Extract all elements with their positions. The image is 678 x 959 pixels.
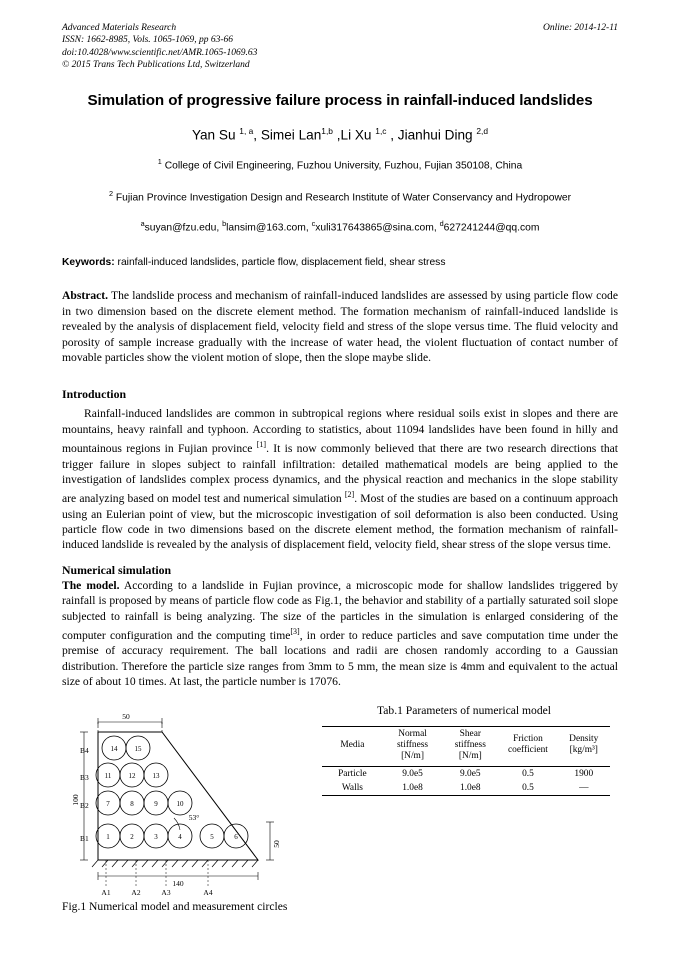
author-2: , Simei Lan [253,127,322,143]
author-4: , Jianhui Ding [386,127,477,143]
table-caption: Tab.1 Parameters of numerical model [377,703,551,717]
doi-line: doi:10.4028/www.scientific.net/AMR.1065-1069.63 [62,47,258,58]
table-row [322,781,610,796]
cell-friction-particle: 0.5 [522,768,534,779]
th-media-l1: Media [340,739,365,750]
author-4-sup: 2,d [476,125,489,136]
th-shear-stiffness [442,726,498,766]
citation-3[interactable]: [3] [290,627,300,637]
dimension-bottom-label: 140 [172,878,184,888]
keywords-text: rainfall-induced landslides, particle flow, displacement field, shear stress [114,257,446,269]
model-paragraph [62,578,618,690]
row-label-b2: B2 [80,800,89,810]
table-header-row [322,726,610,766]
th-shear-l3: [N/m] [458,750,482,761]
paper-title: Simulation of progressive failure process in rainfall-induced landslides [87,91,593,109]
affiliation-1-text: College of Civil Engineering, Fuzhou University, Fuzhou, Fujian 350108, China [161,160,523,172]
affiliation-2-text: Fujian Province Investigation Design and Research Institute of Water Conservancy and Hydropower [113,192,572,203]
circle-6: 6 [234,832,238,841]
author-3-sup: 1,c [375,125,387,136]
circle-4: 4 [178,832,182,841]
cell-normal-particle: 9.0e5 [402,768,423,779]
email-3[interactable]: xuli317643865@sina.com, [315,222,440,234]
author-list [62,126,618,143]
th-shear-l2: stiffness [454,739,486,750]
keywords-label: Keywords: [62,257,115,269]
base-hatching [92,860,258,867]
col-label-a2: A2 [131,887,141,897]
model-text-a: According to a landslide in Fujian province, a microscopic mode for shallow landslides triggered by rainfall is proposed by means of particle flow code as Fig.1, the behavior and stability of a partially saturated soil slope subjected to rainfall is being analyzing. The size of the particles in the simulation is enlarged considering of the computer configuration and the computing time [62,578,618,642]
cell-shear-walls: 1.0e8 [442,781,498,796]
author-1-sup: 1, a [239,125,254,136]
intro-text-a: Rainfall-induced landslides are common in subtropical regions where residual soils exist in slopes and there are mountains, heavy rainfall and typhoon. According to statistics, about 11094 landslides have been found in hilly and mountainous regions in Fujian province [62,407,618,456]
table-row [322,766,610,781]
th-friction-l1: Friction [513,734,543,745]
dimension-top [98,718,162,732]
abstract-label: Abstract. [62,289,109,303]
dimension-right-label: 50 [272,839,281,848]
dimension-top-label: 50 [122,711,130,721]
circle-2: 2 [130,832,134,841]
th-normal-l1: Normal [398,728,427,739]
affiliation-2-marker: 2 [108,188,113,198]
table-body [322,766,610,795]
circle-9: 9 [154,799,158,808]
email-2[interactable]: lansim@163.com, [226,222,312,234]
affiliation-2 [62,187,618,205]
th-normal-l3: [N/m] [401,750,424,761]
header-left-block [62,22,257,72]
email-4[interactable]: 627241244@qq.com [443,222,540,234]
table-head [322,726,610,766]
circle-11: 11 [104,771,112,780]
intro-text-c: . Most of the studies are based on a continuum approach using an Eulerian point of view, but the microscopic investigation of soil deformation is also been conducted. Using particle flow code in two dimensions based on the discrete element method, the formation mechanism of rainfall-induced landslide is revealed by the analysis of displacement field, velocity field, shear stress of the slope versus time. [62,492,618,552]
col-label-a3: A3 [161,887,171,897]
figure-caption: Fig.1 Numerical model and measurement circles [62,899,288,913]
circle-5: 5 [210,832,214,841]
affiliation-1 [62,155,618,173]
circle-10: 10 [176,799,184,808]
email-1[interactable]: suyan@fzu.edu, [144,222,223,234]
email-1-marker: a [140,219,145,228]
row-label-b4: B4 [80,745,89,755]
abstract-text: The landslide process and mechanism of rainfall-induced landslides are assessed by using particle flow code in two dimension based on the discrete element method. The formation mechanism of rainfall-induced landslide is revealed by the analysis of displacement field, velocity field and stress of the slope versus time. The fluid velocity and porosity of sample increase gradually with the increase of water head, the violent fluctuation of contact number of movable particles show the violent motion of slope, then the slope maybe slide. [62,289,618,365]
circle-3: 3 [154,832,158,841]
cell-density-walls: — [558,781,610,796]
measurement-circles [96,736,248,848]
copyright-line: © 2015 Trans Tech Publications Ltd, Switzerland [62,60,250,71]
th-normal-stiffness [383,726,442,766]
column-guides [106,860,208,888]
section-heading-introduction: Introduction [62,387,127,402]
circle-15: 15 [134,744,142,753]
email-4-marker: d [439,219,444,228]
figure-table-region [62,704,618,914]
cell-shear-particle: 9.0e5 [460,768,481,779]
online-date: Online: 2014-12-11 [542,23,618,33]
cell-media-walls: Walls [322,781,383,796]
th-friction-l2: coefficient [507,745,548,756]
th-shear-l1: Shear [459,728,481,739]
citation-1[interactable]: [1] [256,440,267,450]
th-density-l2: [kg/m³] [569,745,598,756]
th-density-l1: Density [569,734,599,745]
circle-7: 7 [106,799,110,808]
circle-12: 12 [128,771,136,780]
col-label-a4: A4 [203,887,213,897]
author-2-sup: 1,b [321,125,333,136]
cell-media-particle: Particle [338,768,367,779]
affiliation-1-marker: 1 [157,157,162,167]
angle-label: 53° [188,812,200,822]
email-3-marker: c [311,219,316,228]
section-heading-numerical-simulation: Numerical simulation [62,562,172,577]
author-emails [62,219,618,233]
keywords-line [62,257,618,268]
circle-1: 1 [106,832,110,841]
dimension-left-label: 100 [71,793,80,806]
cell-friction-walls: 0.5 [498,781,557,796]
row-label-b3: B3 [80,772,89,782]
paper-content [62,22,618,914]
introduction-paragraph [62,406,618,552]
citation-2[interactable]: [2] [344,490,355,500]
abstract-block [62,288,618,365]
paper-header [62,22,618,72]
email-2-marker: b [222,219,227,228]
th-normal-l2: stiffness [396,739,429,750]
author-3: ,Li Xu [332,127,376,143]
th-media [322,726,383,766]
numerical-model-diagram [62,710,302,900]
cell-normal-walls: 1.0e8 [383,781,442,796]
author-1: Yan Su [191,127,240,143]
circle-8: 8 [130,799,134,808]
model-text-b: , in order to reduce particles and save computation time under the premise of accuracy requirement. The ball locations and radii are chosen randomly according to a Gaussian distribution. Therefore the particle size ranges from 3mm to 5 mm, the mean size is 4mm and equivalent to the actual size of about 10 times. At last, the particle number is 17076. [62,628,618,689]
th-friction-coefficient [498,726,557,766]
intro-text-b: . It is now commonly believed that there are two research directions that trigger failure in slopes subject to rainfall infiltration: detailed mathematical models are being applied to the investigation of landslides complex process dynamics, and the physical reaction and mechanics in the slope stability are analyzing based on model test and numerical simulation [62,442,618,506]
issn-line: ISSN: 1662-8985, Vols. 1065-1069, pp 63-66 [62,35,233,46]
circle-14: 14 [110,744,118,753]
model-label: The model. [62,578,120,592]
th-density [558,726,610,766]
parameters-table [322,726,610,796]
col-label-a1: A1 [101,887,111,897]
row-label-b1: B1 [80,833,89,843]
circle-13: 13 [152,771,160,780]
cell-density-particle: 1900 [574,768,594,779]
journal-name: Advanced Materials Research [62,23,177,33]
